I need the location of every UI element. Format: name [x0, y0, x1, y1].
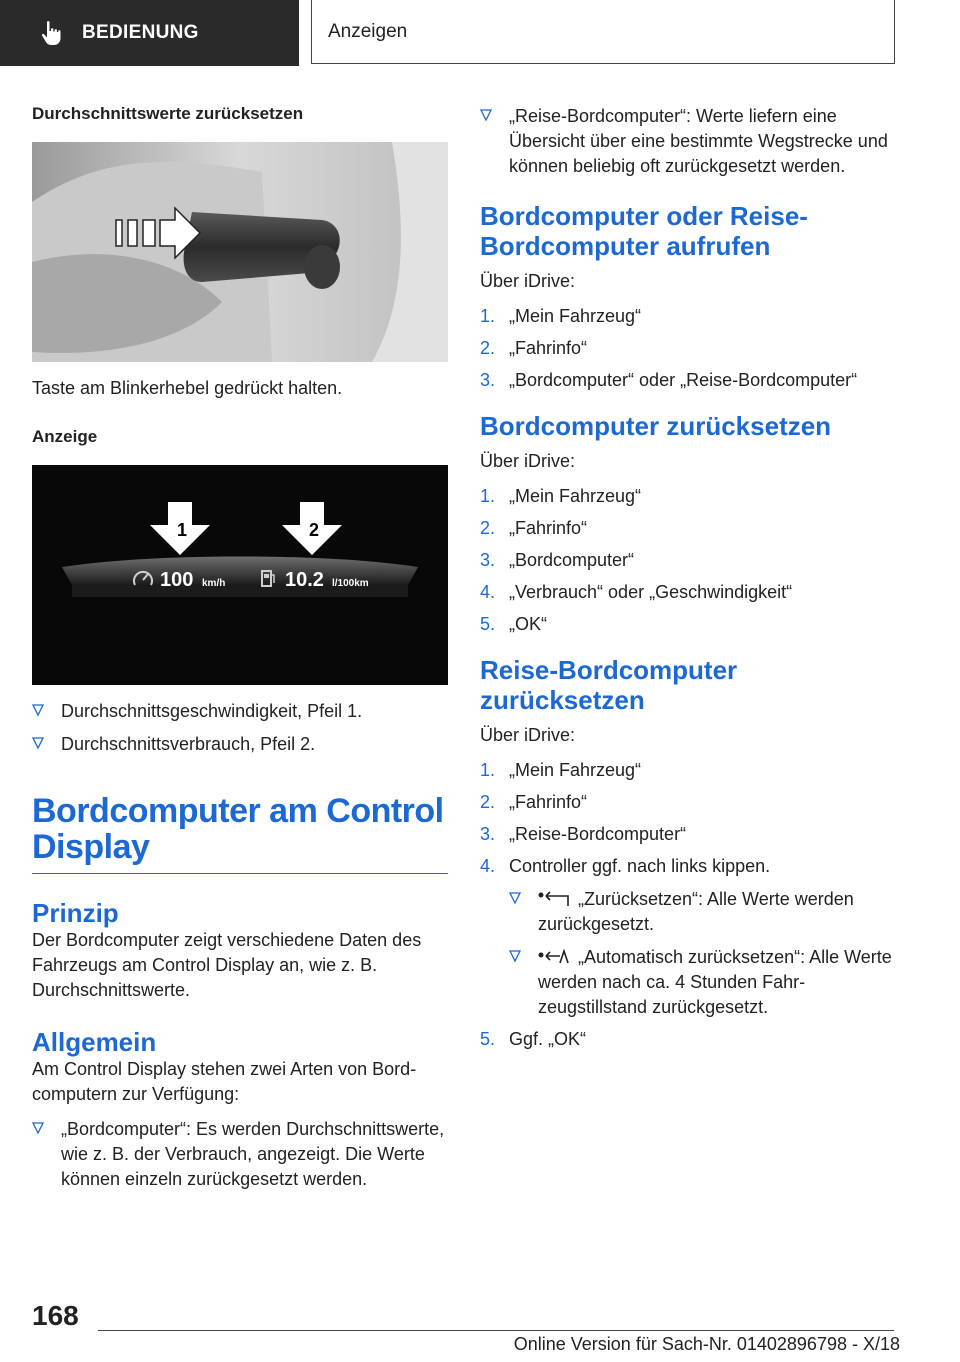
general-bullet-list — [32, 1117, 448, 1192]
list-item: Durchschnittsverbrauch, Pfeil 2. — [32, 732, 448, 757]
speed-unit: km/h — [202, 578, 226, 589]
trip-steps — [480, 758, 900, 1052]
open-heading: Bordcomputer oder Reise-Bordcomputer aufrufen — [480, 201, 808, 261]
list-item: 3. „Bordcomputer“ oder „Reise-Bordcomputer“ — [480, 370, 858, 390]
reset-intro: Über iDrive: — [480, 451, 576, 471]
trip-substeps — [509, 887, 900, 1020]
display-bullet-list — [32, 699, 448, 757]
reset-steps — [480, 484, 900, 637]
online-version-note: Online Version für Sach-Nr. 01402896798 - X/18 — [513, 1334, 900, 1354]
triangle-bullet-icon — [480, 108, 492, 122]
list-item: 1. „Mein Fahrzeug“ — [480, 760, 642, 780]
section-title: Anzeigen — [328, 20, 408, 42]
list-item: 3. „Bordcomputer“ — [480, 550, 635, 570]
trip-reset-heading: Reise-Bordcomputer zurücksetzen — [480, 655, 738, 715]
speed-value: 100 — [160, 569, 194, 591]
cluster-display-image — [32, 465, 448, 685]
chapter-title: BEDIENUNG — [82, 22, 199, 43]
triangle-bullet-icon — [32, 703, 44, 717]
arrow-1-label: 1 — [176, 520, 188, 540]
hand-pointer-icon — [40, 20, 64, 46]
list-item: 1. „Mein Fahrzeug“ — [480, 486, 642, 506]
list-item: Durchschnittsgeschwindigkeit, Pfeil 1. — [32, 699, 448, 724]
general-heading: Allgemein — [32, 1027, 157, 1057]
principle-heading: Prinzip — [32, 898, 119, 928]
consumption-value: 10.2 — [285, 569, 324, 591]
main-heading-rule — [32, 873, 448, 874]
list-item: 2. „Fahrinfo“ — [480, 518, 588, 538]
list-item: 4. Controller ggf. nach links kippen. „Zurücksetzen“: Alle Werte werden zurückgesetzt. „Automatisch zurücksetzen“: Alle Werte werden nach ca. 4 Stunden Fahrzeugstillstand zurückgesetzt. — [480, 854, 900, 1020]
footer-rule — [98, 1330, 894, 1331]
trip-intro: Über iDrive: — [480, 725, 576, 745]
list-item: 1. „Mein Fahrzeug“ — [480, 306, 642, 326]
list-item: 2. „Fahrinfo“ — [480, 338, 588, 358]
page-header — [0, 0, 960, 66]
triangle-bullet-icon — [509, 949, 521, 963]
general-text: Am Control Display stehen zwei Arten von Bordcomputern zur Verfügung: — [32, 1059, 417, 1104]
reset-averages-heading: Durchschnittswerte zurücksetzen — [32, 104, 304, 123]
open-intro: Über iDrive: — [480, 271, 576, 291]
triangle-bullet-icon — [32, 1121, 44, 1135]
reset-heading: Bordcomputer zurücksetzen — [480, 411, 832, 441]
right-column — [480, 104, 900, 1059]
main-heading: Bordcomputer am Control Display — [32, 792, 444, 866]
page-number: 168 — [32, 1300, 79, 1331]
auto-reset-arrow-icon — [538, 949, 570, 965]
reset-arrow-icon — [538, 891, 570, 907]
list-item: „Reise-Bordcomputer“: Werte liefern eine Übersicht über eine bestimmte Wegstrecke und können beliebig oft zurückgesetzt werden. — [480, 104, 900, 179]
list-item: „Automatisch zurücksetzen“: Alle Werte werden nach ca. 4 Stunden Fahrzeugstillstand zurückgesetzt. — [509, 945, 900, 1020]
list-item: „Zurücksetzen“: Alle Werte werden zurückgesetzt. — [509, 887, 900, 937]
reset-caption: Taste am Blinkerhebel gedrückt halten. — [32, 378, 343, 398]
left-column — [32, 104, 448, 1200]
principle-text: Der Bordcomputer zeigt verschiedene Daten des Fahrzeugs am Control Display an, wie z. B. Durchschnittswerte. — [32, 930, 422, 1000]
display-heading: Anzeige — [32, 427, 98, 446]
list-item: 5. „OK“ — [480, 614, 547, 634]
lever-end-shape — [304, 245, 340, 289]
triangle-bullet-icon — [32, 736, 44, 750]
open-steps — [480, 304, 900, 393]
list-item: 2. „Fahrinfo“ — [480, 792, 588, 812]
consumption-unit: l/100km — [332, 578, 369, 589]
list-item: „Bordcomputer“: Es werden Durchschnittswerte, wie z. B. der Verbrauch, angezeigt. Die Werte können einzeln zurückgesetzt werden. — [32, 1117, 448, 1192]
arrow-2-label: 2 — [308, 520, 320, 540]
list-item: 5. Ggf. „OK“ — [480, 1029, 587, 1049]
triangle-bullet-icon — [509, 891, 521, 905]
chapter-tab — [0, 0, 299, 66]
section-tab — [311, 0, 895, 64]
list-item: 3. „Reise-Bordcomputer“ — [480, 824, 687, 844]
general-bullet-list-continued — [480, 104, 900, 179]
turn-signal-lever-image — [32, 142, 448, 362]
list-item: 4. „Verbrauch“ oder „Geschwindigkeit“ — [480, 582, 793, 602]
